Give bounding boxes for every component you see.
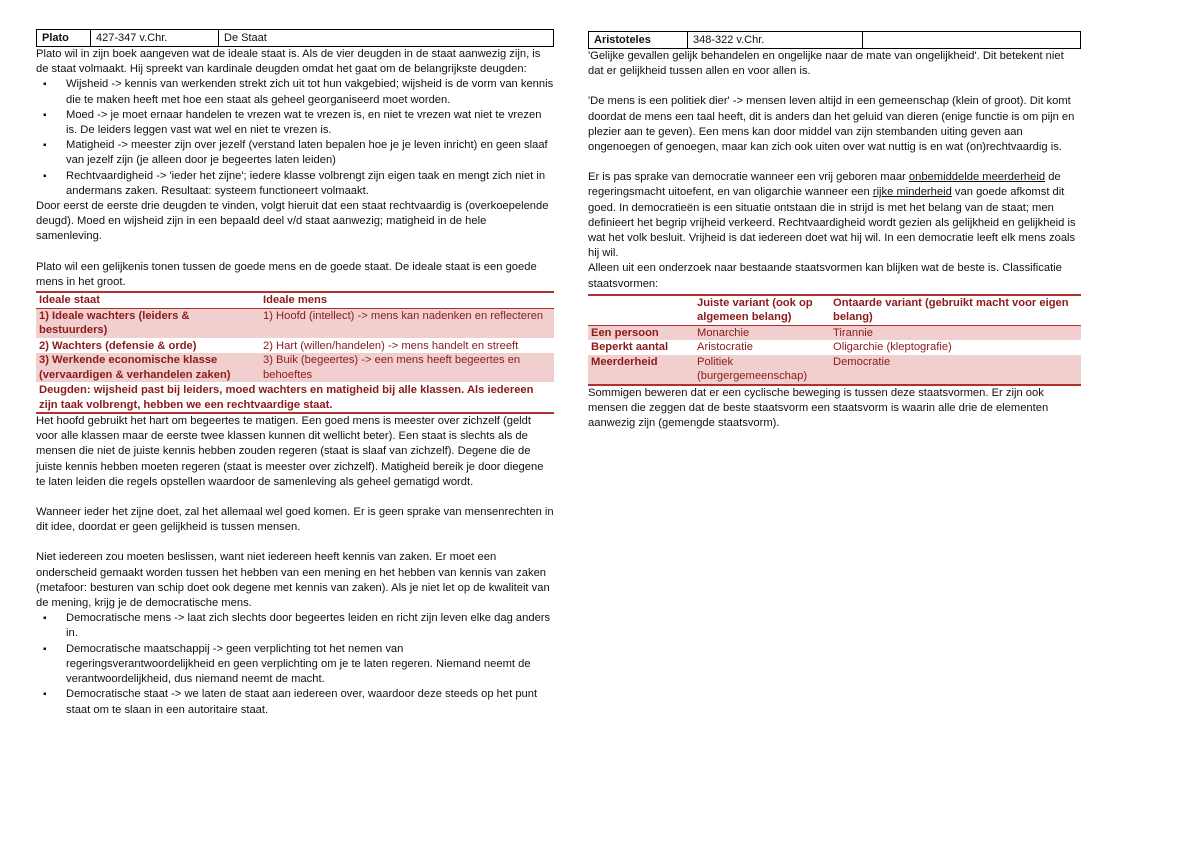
plato-name: Plato <box>37 30 91 47</box>
table-cell: 2) Wachters (defensie & orde) <box>36 338 260 353</box>
underlined-term: rijke minderheid <box>872 186 952 199</box>
table-cell: 1) Hoofd (intellect) -> mens kan nadenken en reflecteren <box>260 308 554 338</box>
list-item: ▪ Democratische maatschappij -> geen verplichting tot het nemen van regeringsverantwoordelijkheid en geen verplichting om je te laten regeren. Niemand neemt de verantwoordelijkheid, dus niemand neemt de macht. <box>66 642 554 688</box>
plato-intro: Plato wil in zijn boek aangeven wat de ideale staat is. Als de vier deugden in de staat aanwezig zijn, is de staat volmaakt. Hij spreekt van kardinale deugden omdat het gaat om de belangrijkste deugden: <box>36 48 541 76</box>
ideal-state-table <box>36 291 554 414</box>
text-run: de regeringsmacht uitoefent, en van oligarchie wanneer een <box>588 171 1061 199</box>
justice-paragraph: 'Gelijke gevallen gelijk behandelen en ongelijke naar de mate van ongelijkheid'. Dit betekent niet dat er gelijkheid tussen allen en voor allen is. <box>588 50 1064 78</box>
after-virtues-paragraph: Door eerst de eerste drie deugden te vinden, volgt hieruit dat een staat rechtvaardig is (overkoepelende deugd). Moed en wijsheid zijn in een bepaald deel v/d staat aanwezig; matigheid in de hele samenleving. <box>36 200 549 243</box>
table-cell: Een persoon <box>588 325 694 340</box>
plato-years: 427-347 v.Chr. <box>91 30 219 47</box>
table-cell: Meerderheid <box>588 355 694 385</box>
table-cell: 3) Buik (begeertes) -> een mens heeft begeertes en behoeftes <box>260 353 554 383</box>
classification-intro: Alleen uit een onderzoek naar bestaande staatsvormen kan blijken wat de beste is. Classificatie staatsvormen: <box>588 262 1062 290</box>
aristoteles-name: Aristoteles <box>589 32 688 49</box>
table-cell: 1) Ideale wachters (leiders & bestuurders) <box>36 308 260 338</box>
plato-work: De Staat <box>219 30 554 47</box>
similarity-paragraph: Plato wil een gelijkenis tonen tussen de goede mens en de goede staat. De ideale staat is een goede mens in het groot. <box>36 260 537 288</box>
rights-paragraph: Wanneer ieder het zijne doet, zal het allemaal wel goed komen. Er is geen sprake van mensenrechten in dit idee, doordat er geen gelijkheid is tussen mensen. <box>36 506 554 534</box>
virtues-list <box>36 77 554 199</box>
table-cell: Beperkt aantal <box>591 341 669 354</box>
text-run: van goede afkomst dit goed. In democratieën is een situatie ontstaan die in strijd is met het belang van de staat; men definieert het begrip vrijheid verkeerd. Rechtvaardigheid wordt gezien als gelijkheid en gelijkheid is wat het volk besluit. Vrijheid is dat iedereen doet wat hij wil. In een democratie leeft elk mens zoals hij wil. <box>588 186 1076 260</box>
heart-paragraph: Het hoofd gebruikt het hart om begeertes te matigen. Een goed mens is meester over zichzelf (geldt voor alle klassen maar de eerste twee klassen kunnen dit wellicht beter). Een staat is slechts als de mensen die niet de juiste kennis hebben zouden regeren (staat is slaaf van zichzelf). Degene die de juiste kennis hebben moeten regeren (staat is meester over zichzelf). Matigheid bereik je door diegene te laten leiden die regels opstellen waardoor de samenleving als geheel gematigd wordt. <box>36 415 544 488</box>
state-forms-table <box>588 294 1081 386</box>
table-header-cell: Juiste variant (ook op algemeen belang) <box>694 295 830 326</box>
decide-paragraph: Niet iedereen zou moeten beslissen, want niet iedereen heeft kennis van zaken. Er moet een onderscheid gemaakt worden tussen het hebben van een mening en het hebben van kennis van zaken (metafoor: besturen van schip doet ook degene met kennis van zaken). Als je niet let op de kwaliteit van de mening, krijg je de democratische mens. <box>36 551 550 610</box>
political-animal-paragraph: 'De mens is een politiek dier' -> mensen leven altijd in een gemeenschap (klein of groot). Dit komt doordat de mens een taal heeft, dit is anders dan het geluid van dieren (enige functie is om pijn en plezier aan te geven). Een mens kan door middel van zijn stembanden uiting geven aan ongenoegen of genoegen, maar kan zich ook uiten over wat nuttig is en wat (on)rechtvaardig is. <box>588 95 1075 154</box>
table-cell: Tirannie <box>830 325 1081 340</box>
plato-column <box>36 29 554 718</box>
aristoteles-work <box>863 32 1081 49</box>
table-cell: Monarchie <box>694 325 830 340</box>
table-cell: Politiek (burgergemeenschap) <box>694 355 830 385</box>
table-header-cell: Ontaarde variant (gebruikt macht voor eigen belang) <box>830 295 1081 326</box>
democracy-paragraph <box>588 170 1081 261</box>
table-cell: 3) Werkende economische klasse (vervaardigen & verhandelen zaken) <box>36 353 260 383</box>
table-cell: Oligarchie (kleptografie) <box>833 341 952 354</box>
list-item: ▪ Wijsheid -> kennis van werkenden strekt zich uit tot hun vakgebied; wijsheid is de vorm van kennis die te maken heeft met hoe een staat als geheel georganiseerd moet worden. <box>66 77 554 107</box>
list-item: ▪ Moed -> je moet ernaar handelen te vrezen wat te vrezen is, en niet te vrezen wat niet te vrezen is. De leiders leggen vast wat wel en niet te vrezen is. <box>66 108 554 138</box>
text-run: Er is pas sprake van democratie wanneer een vrij geboren maar <box>588 171 909 184</box>
table-cell: Aristocratie <box>697 341 753 354</box>
list-item: ▪ Democratische mens -> laat zich slechts door begeertes leiden en richt zijn leven elke dag anders in. <box>66 611 554 641</box>
table-header-cell: Ideale mens <box>260 292 554 308</box>
aristoteles-column <box>588 31 1081 431</box>
table-cell: Democratie <box>830 355 1081 385</box>
table-header-cell: Ideale staat <box>36 292 260 308</box>
table-cell: 2) Hart (willen/handelen) -> mens handelt en streeft <box>260 338 554 353</box>
democracy-list <box>36 611 554 717</box>
plato-header-table <box>36 29 554 47</box>
table-footer: Deugden: wijsheid past bij leiders, moed wachters en matigheid bij alle klassen. Als iedereen zijn taak volbrengt, hebben we een rechtvaardige staat. <box>36 383 554 414</box>
list-item: ▪ Matigheid -> meester zijn over jezelf (verstand laten bepalen hoe je je leven inricht) en geen slaaf van jezelf zijn (je alleen door je begeertes laten leiden) <box>66 138 554 168</box>
list-item: ▪ Rechtvaardigheid -> 'ieder het zijne'; iedere klasse volbrengt zijn eigen taak en mengt zich niet in andermans zaken. Resultaat: systeem functioneert volmaakt. <box>66 169 554 199</box>
table-header-cell <box>588 295 694 326</box>
list-item: ▪ Democratische staat -> we laten de staat aan iedereen over, waardoor deze steeds op het punt staat om te slaan in een autoritaire staat. <box>66 687 554 717</box>
underlined-term: onbemiddelde meerderheid <box>908 171 1046 184</box>
aristoteles-years: 348-322 v.Chr. <box>688 32 863 49</box>
aristoteles-header-table <box>588 31 1081 49</box>
cyclic-paragraph: Sommigen beweren dat er een cyclische beweging is tussen deze staatsvormen. Er zijn ook mensen die zeggen dat de beste staatsvorm een staatsvorm is waarin alle drie de elementen aanwezig zijn (gemengde staatsvorm). <box>588 386 1049 430</box>
